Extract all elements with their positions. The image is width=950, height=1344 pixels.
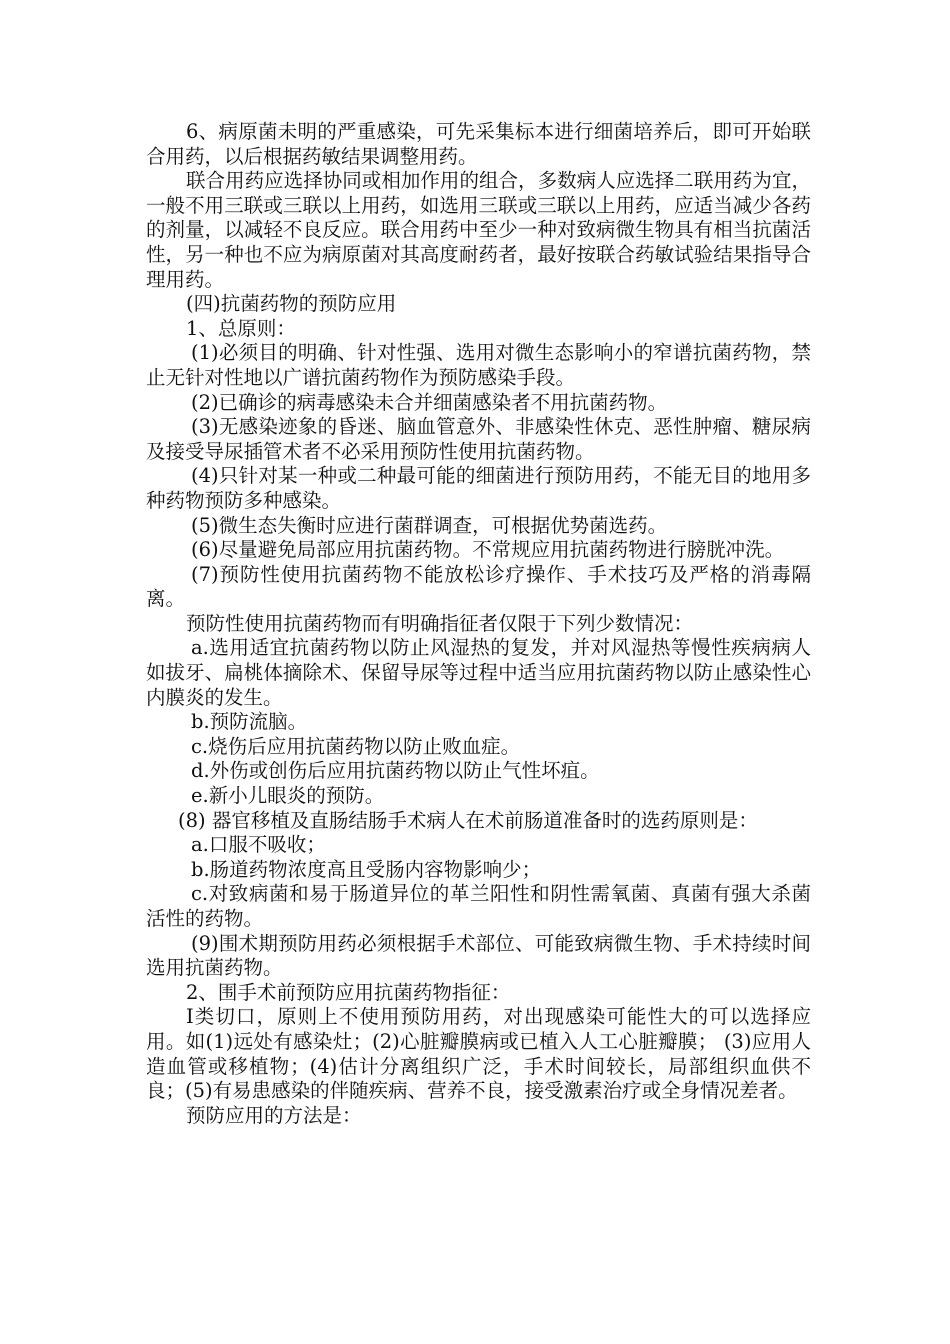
principle-5: (5)微生态失衡时应进行菌群调查，可根据优势菌选药。 — [191, 513, 668, 537]
indication-d: d.外伤或创伤后应用抗菌药物以防止气性坏疽。 — [191, 759, 600, 783]
paragraph-6-unknown-pathogen: 6、病原菌未明的严重感染，可先采集标本进行细菌培养后，即可开始联合用药，以后根据药敏结果调整用药。 — [146, 120, 811, 168]
subheading-perioperative-indications: 2、围手术前预防应用抗菌药物指征： — [186, 980, 511, 1004]
principle-1: (1)必须目的明确、针对性强、选用对微生态影响小的窄谱抗菌药物，禁止无针对性地以广谱抗菌药物作为预防感染手段。 — [146, 341, 811, 389]
indication-b: b.预防流脑。 — [191, 710, 308, 734]
indication-c: c.烧伤后应用抗菌药物以防止败血症。 — [191, 734, 521, 758]
principle-3: (3)无感染迹象的昏迷、脑血管意外、非感染性休克、恶性肿瘤、糖尿病及接受导尿插管术者不必采用预防性使用抗菌药物。 — [146, 415, 811, 463]
principle-6: (6)尽量避免局部应用抗菌药物。不常规应用抗菌药物进行膀胱冲洗。 — [191, 538, 785, 562]
principle-2: (2)已确诊的病毒感染未合并细菌感染者不用抗菌药物。 — [191, 390, 668, 414]
section-heading-prophylaxis: (四)抗菌药物的预防应用 — [186, 292, 397, 316]
principle-4: (4)只针对某一种或二种最可能的细菌进行预防用药，不能无目的地用多种药物预防多种感染。 — [146, 464, 811, 512]
principle-8-b: b.肠道药物浓度高且受肠内容物影响少； — [191, 857, 542, 881]
paragraph-prophylaxis-method: 预防应用的方法是： — [186, 1103, 362, 1127]
principle-8-a: a.口服不吸收； — [191, 833, 326, 857]
indication-a: a.选用适宜抗菌药物以防止风湿热的复发，并对风湿热等慢性疾病病人如拔牙、扁桃体摘除术、保留导尿等过程中适当应用抗菌药物以防止感染性心内膜炎的发生。 — [146, 636, 811, 709]
principle-8: (8) 器官移植及直肠结肠手术病人在术前肠道准备时的选药原则是： — [178, 808, 758, 832]
principle-7: (7)预防性使用抗菌药物不能放松诊疗操作、手术技巧及严格的消毒隔离。 — [146, 562, 811, 611]
indication-e: e.新小儿眼炎的预防。 — [191, 784, 385, 808]
subheading-general-principles: 1、总原则： — [186, 316, 296, 340]
paragraph-class-i-incision: Ⅰ类切口，原则上不使用预防用药，对出现感染可能性大的可以选择应用。如(1)远处有感染灶；(2)心脏瓣膜病或已植入人工心脏瓣膜； (3)应用人造血管或移植物；(4)估计分离组织广泛，手术时间较长，局部组织血供不良；(5)有易患感染的伴随疾病、营养不良，接受激素治疗或全身情况差者。 — [146, 1005, 811, 1103]
paragraph-combination-therapy: 联合用药应选择协同或相加作用的组合，多数病人应选择二联用药为宜，一般不用三联或三联以上用药，如选用三联或三联以上用药，应适当减少各药的剂量，以减轻不良反应。联合用药中至少一种对致病微生物具有相当抗菌活性，另一种也不应为病原菌对其高度耐药者，最好按联合药敏试验结果指导合理用药。 — [146, 169, 811, 291]
principle-8-c: c.对致病菌和易于肠道异位的革兰阳性和阴性需氧菌、真菌有强大杀菌活性的药物。 — [146, 882, 811, 930]
document-body — [146, 120, 811, 1128]
indications-intro: 预防性使用抗菌药物而有明确指征者仅限于下列少数情况： — [186, 611, 694, 635]
principle-9: (9)围术期预防用药必须根据手术部位、可能致病微生物、手术持续时间选用抗菌药物。 — [146, 931, 811, 980]
